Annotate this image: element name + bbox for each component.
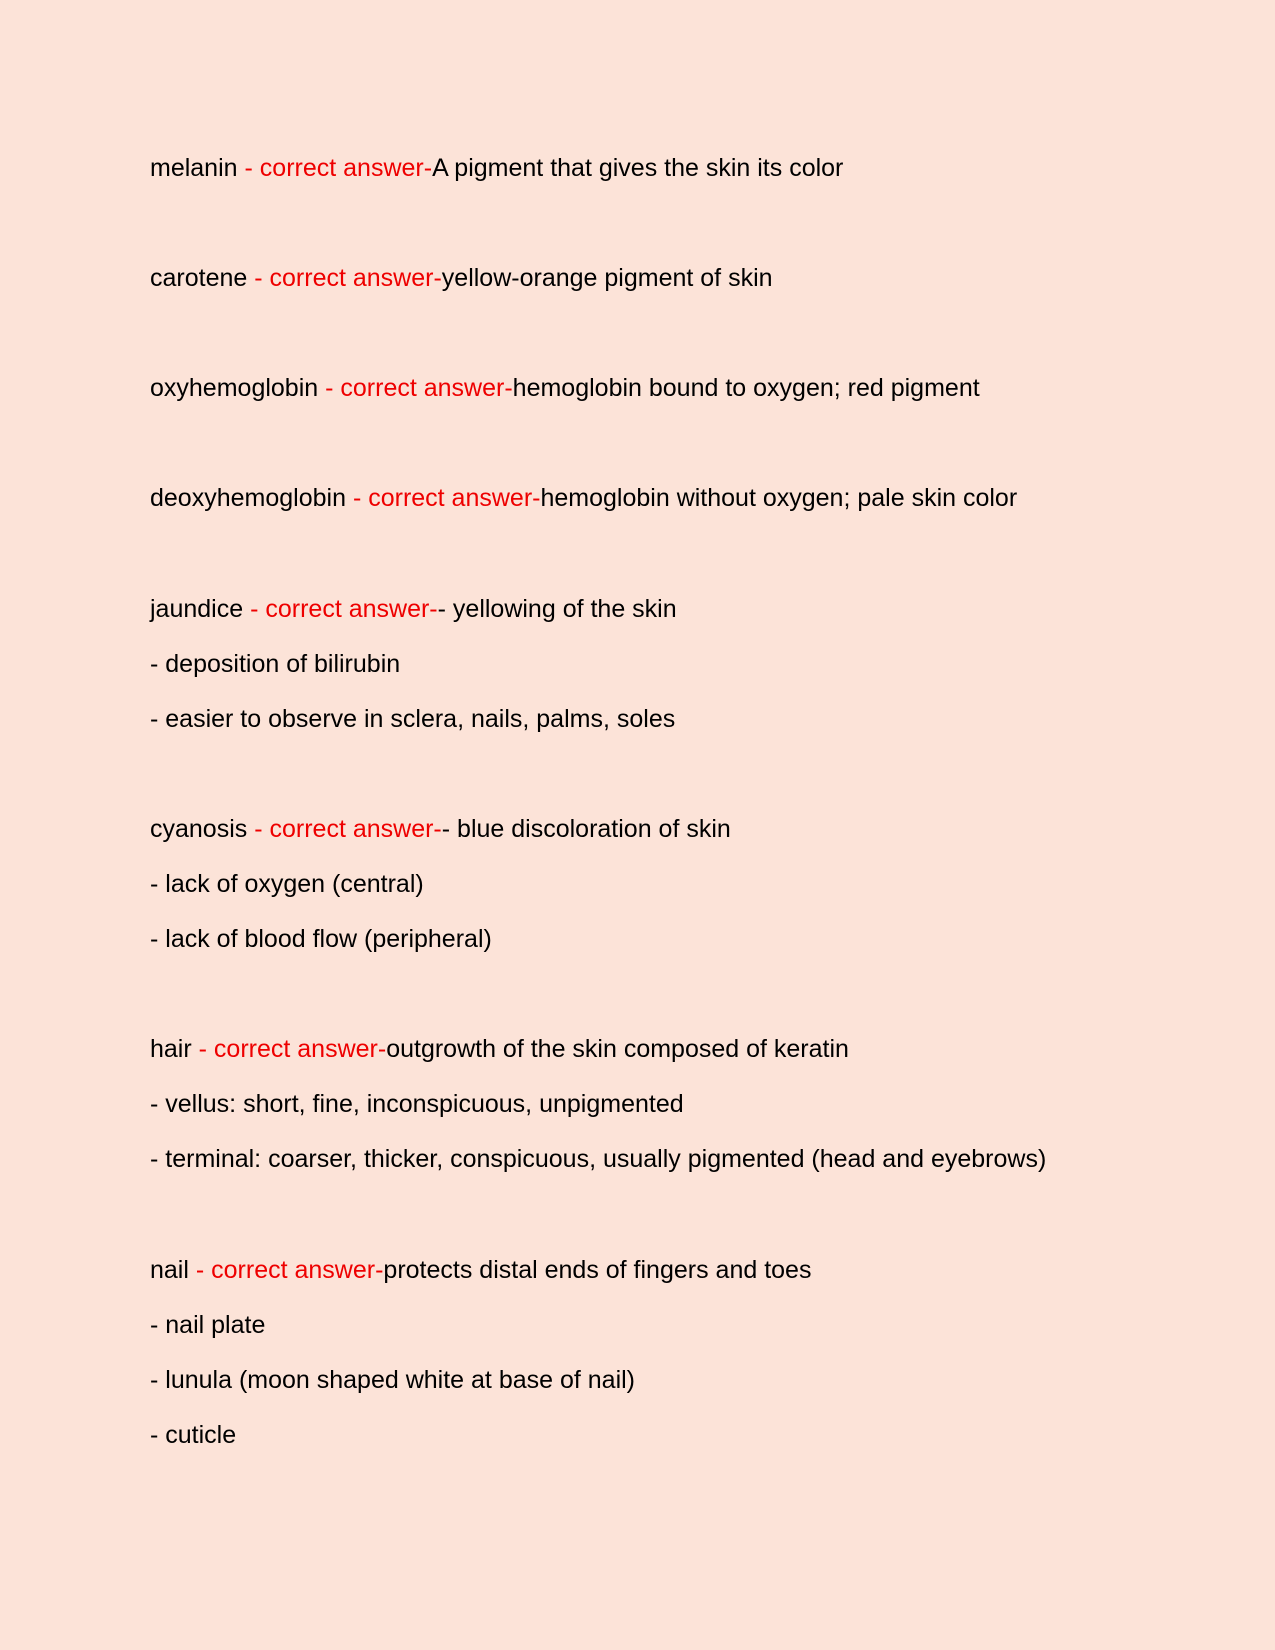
term: oxyhemoglobin xyxy=(150,374,319,402)
definition: A pigment that gives the skin its color xyxy=(432,154,844,182)
detail-line: - cuticle xyxy=(150,1421,237,1449)
marker-spacer xyxy=(192,1035,199,1063)
correct-answer-marker: - correct answer- xyxy=(254,815,442,843)
definition: - blue discoloration of skin xyxy=(441,815,731,843)
term: melanin xyxy=(150,154,238,182)
document-page xyxy=(150,0,1230,1650)
definition: protects distal ends of fingers and toes xyxy=(383,1256,812,1284)
definition: hemoglobin without oxygen; pale skin color xyxy=(540,484,1018,512)
term: jaundice xyxy=(150,595,244,623)
entry-jaundice xyxy=(150,594,677,624)
term: cyanosis xyxy=(150,815,248,843)
correct-answer-marker: - correct answer- xyxy=(325,374,513,402)
marker-spacer xyxy=(346,484,353,512)
term: nail xyxy=(150,1256,189,1284)
correct-answer-marker: - correct answer- xyxy=(352,484,541,512)
detail-line: - lunula (moon shaped white at base of nail) xyxy=(150,1366,636,1394)
correct-answer-marker: - correct answer- xyxy=(250,595,438,623)
detail-line: - lack of blood flow (peripheral) xyxy=(150,925,492,953)
detail-line: - nail plate xyxy=(150,1311,266,1339)
entry-oxyhemoglobin xyxy=(150,373,980,403)
detail-line: - terminal: coarser, thicker, conspicuous, usually pigmented (head and eyebrows) xyxy=(150,1145,1047,1173)
marker-spacer xyxy=(238,154,245,182)
detail-line: - easier to observe in sclera, nails, palms, soles xyxy=(150,705,676,733)
correct-answer-marker: - correct answer- xyxy=(244,154,433,182)
correct-answer-marker: - correct answer- xyxy=(198,1035,387,1063)
entry-cyanosis xyxy=(150,814,731,844)
definition: outgrowth of the skin composed of keratin xyxy=(386,1035,849,1063)
definition: yellow-orange pigment of skin xyxy=(441,264,773,292)
entry-melanin xyxy=(150,153,843,183)
entry-deoxyhemoglobin xyxy=(150,483,1017,513)
term: hair xyxy=(150,1035,192,1063)
correct-answer-marker: - correct answer- xyxy=(195,1256,384,1284)
term: carotene xyxy=(150,264,248,292)
definition: hemoglobin bound to oxygen; red pigment xyxy=(512,374,980,402)
detail-line: - vellus: short, fine, inconspicuous, unpigmented xyxy=(150,1090,684,1118)
definition: - yellowing of the skin xyxy=(437,595,677,623)
marker-spacer xyxy=(189,1256,196,1284)
entry-carotene xyxy=(150,263,773,293)
term: deoxyhemoglobin xyxy=(150,484,346,512)
correct-answer-marker: - correct answer- xyxy=(254,264,442,292)
entry-nail xyxy=(150,1255,811,1285)
detail-line: - deposition of bilirubin xyxy=(150,650,401,678)
entry-hair xyxy=(150,1034,849,1064)
detail-line: - lack of oxygen (central) xyxy=(150,870,424,898)
